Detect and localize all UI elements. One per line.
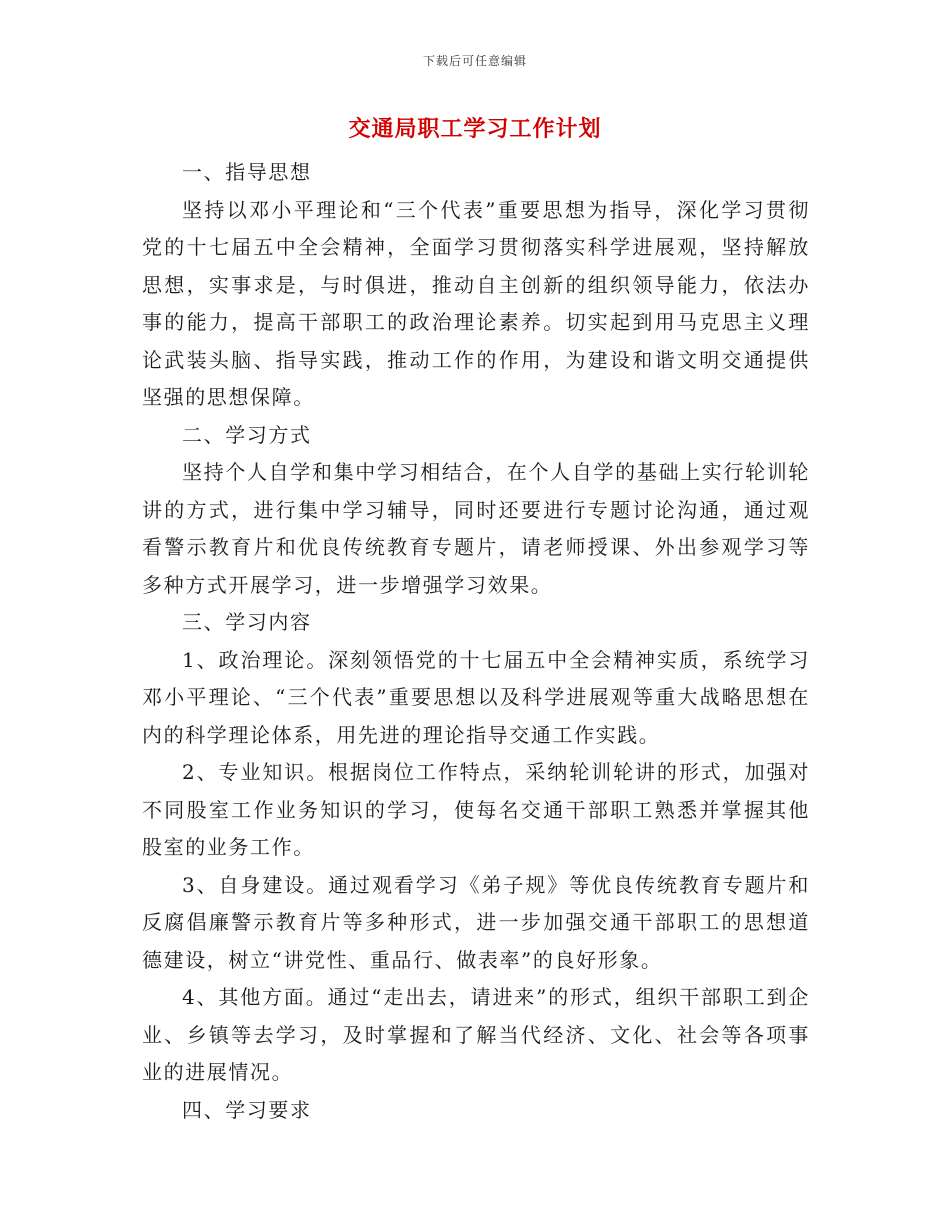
paragraph-study-methods: 坚持个人自学和集中学习相结合，在个人自学的基础上实行轮训轮讲的方式，进行集中学习辅导，同时还要进行专题讨论沟通，通过观看警示教育片和优良传统教育专题片，请老师授课、外出参观学习等多种方式开展学习，进一步增强学习效果。 (142, 460, 810, 597)
paragraph-guiding-ideology: 坚持以邓小平理论和“三个代表”重要思想为指导，深化学习贯彻党的十七届五中全会精神，全面学习贯彻落实科学进展观，坚持解放思想，实事求是，与时俱进，推动自主创新的组织领导能力，依法办事的能力，提高干部职工的政治理论素养。切实起到用马克思主义理论武装头脑、指导实践，推动工作的作用，为建设和谐文明交通提供坚强的思想保障。 (142, 197, 810, 409)
page-header-note: 下载后可任意编辑 (422, 54, 527, 68)
paragraph-self-development: 3、自身建设。通过观看学习《弟子规》等优良传统教育专题片和反腐倡廉警示教育片等多种形式，进一步加强交通干部职工的思想道德建设，树立“讲党性、重品行、做表率”的良好形象。 (142, 872, 810, 972)
paragraph-professional-knowledge: 2、专业知识。根据岗位工作特点，采纳轮训轮讲的形式，加强对不同股室工作业务知识的学习，使每名交通干部职工熟悉并掌握其他股室的业务工作。 (142, 760, 810, 859)
section-heading-study-content: 三、学习内容 (182, 610, 312, 634)
document-title: 交通局职工学习工作计划 (348, 116, 602, 142)
section-heading-guiding-ideology: 一、指导思想 (182, 160, 312, 184)
document-body (142, 154, 810, 1129)
section-heading-study-requirements: 四、学习要求 (182, 1097, 312, 1122)
paragraph-other-aspects: 4、其他方面。通过“走出去，请进来”的形式，组织干部职工到企业、乡镇等去学习，及时掌握和了解当代经济、文化、社会等各项事业的进展情况。 (142, 985, 810, 1084)
paragraph-political-theory: 1、政治理论。深刻领悟党的十七届五中全会精神实质，系统学习邓小平理论、“三个代表”重要思想以及科学进展观等重大战略思想在内的科学理论体系，用先进的理论指导交通工作实践。 (142, 647, 810, 747)
section-heading-study-methods: 二、学习方式 (182, 422, 312, 447)
